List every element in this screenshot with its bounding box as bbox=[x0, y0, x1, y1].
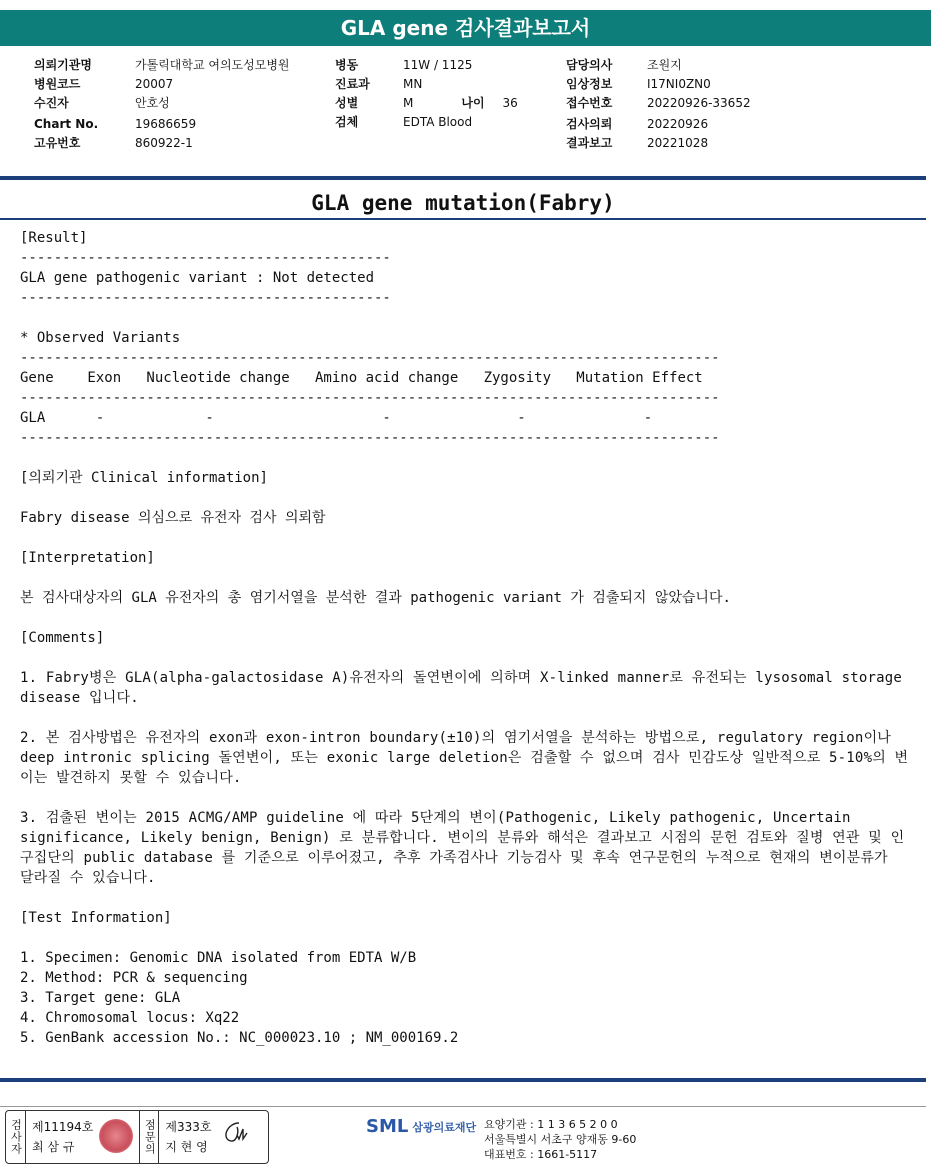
info-label: 결과보고 bbox=[566, 136, 613, 150]
address-line: 서울특별시 서초구 양재동 9-60 bbox=[484, 1133, 637, 1146]
official-seal-icon bbox=[99, 1119, 133, 1153]
info-label: 담당의사 bbox=[566, 58, 613, 72]
section-divider-bottom bbox=[0, 218, 926, 220]
test-info-item: 4. Chromosomal locus: Xq22 bbox=[20, 1010, 240, 1026]
examiner-cell bbox=[26, 1111, 99, 1163]
info-row-institution bbox=[34, 56, 290, 75]
phone-number: 대표번호 : 1661-5117 bbox=[484, 1148, 598, 1161]
info-value: EDTA Blood bbox=[403, 115, 473, 129]
specialist-name: 지 현 영 bbox=[165, 1140, 208, 1154]
report-subtitle: GLA gene mutation(Fabry) bbox=[311, 191, 615, 215]
info-value: 19686659 bbox=[135, 117, 197, 131]
info-row-sex-age bbox=[335, 94, 518, 113]
report-body bbox=[20, 228, 910, 1048]
patient-info-column-1 bbox=[34, 56, 290, 153]
info-label: 의뢰기관명 bbox=[34, 58, 92, 72]
test-info-item: 3. Target gene: GLA bbox=[20, 990, 181, 1006]
dash-line: -------------------------------------------- bbox=[20, 290, 391, 306]
result-heading: [Result] bbox=[20, 230, 88, 246]
info-label: 접수번호 bbox=[566, 96, 613, 110]
section-divider-top bbox=[0, 176, 926, 180]
info-label: 임상정보 bbox=[566, 77, 613, 91]
comment-1: 1. Fabry병은 GLA(alpha-galactosidase A)유전자의 돌연변이에 의하며 X-linked manner로 유전되는 lysosomal storage disease 입니다. bbox=[20, 670, 903, 706]
info-row-department bbox=[335, 75, 518, 94]
report-header-title: GLA gene 검사결과보고서 bbox=[0, 10, 931, 46]
examiner-label: 검사자 bbox=[6, 1111, 26, 1163]
info-value: 20220926 bbox=[647, 117, 709, 131]
interpretation-heading: [Interpretation] bbox=[20, 550, 155, 566]
info-label: Chart No. bbox=[34, 117, 99, 131]
result-line: GLA gene pathogenic variant : Not detected bbox=[20, 270, 375, 286]
interpretation-text: 본 검사대상자의 GLA 유전자의 총 염기서열을 분석한 결과 pathogenic variant 가 검출되지 않았습니다. bbox=[20, 590, 731, 606]
specialist-license: 제333호 bbox=[165, 1120, 212, 1134]
logo-name: 삼광의료재단 bbox=[412, 1120, 477, 1134]
info-value: 가톨릭대학교 여의도성모병원 bbox=[135, 58, 290, 72]
signature-box bbox=[5, 1110, 269, 1164]
info-row-patient bbox=[34, 94, 290, 113]
info-row-chart-no bbox=[34, 115, 290, 134]
company-logo bbox=[366, 1116, 476, 1137]
test-info-item: 1. Specimen: Genomic DNA isolated from EDTA W/B bbox=[20, 950, 417, 966]
variants-table-row: GLA - - - - - bbox=[20, 410, 653, 426]
observed-variants-heading: * Observed Variants bbox=[20, 330, 181, 346]
company-address bbox=[484, 1117, 636, 1162]
info-value: 안호성 bbox=[135, 96, 170, 110]
institution-code: 요양기관 : 1 1 3 6 5 2 0 0 bbox=[484, 1118, 618, 1131]
info-value: 조원지 bbox=[647, 58, 682, 72]
dash-line: -------------------------------------------- bbox=[20, 250, 391, 266]
info-value: MN bbox=[403, 77, 423, 91]
test-info-heading: [Test Information] bbox=[20, 910, 172, 926]
info-label: 검사의뢰 bbox=[566, 117, 613, 131]
info-row-doctor bbox=[566, 56, 751, 75]
logo-mark: SML bbox=[366, 1116, 409, 1137]
test-info-item: 2. Method: PCR & sequencing bbox=[20, 970, 248, 986]
clinical-heading: [의뢰기관 Clinical information] bbox=[20, 470, 268, 486]
info-row-report-date bbox=[566, 134, 751, 153]
info-value: 20220926-33652 bbox=[647, 96, 751, 110]
info-row-unique-no bbox=[34, 134, 290, 153]
test-info-item: 5. GenBank accession No.: NC_000023.10 ; NM_000169.2 bbox=[20, 1030, 459, 1046]
info-label: 진료과 bbox=[335, 77, 370, 91]
info-label: 병원코드 bbox=[34, 77, 81, 91]
patient-info-column-2 bbox=[335, 56, 518, 132]
variants-table-header: Gene Exon Nucleotide change Amino acid change Zygosity Mutation Effect bbox=[20, 370, 703, 386]
info-label: 수진자 bbox=[34, 96, 69, 110]
info-row-receipt-no bbox=[566, 94, 751, 113]
footer-border bbox=[0, 1106, 926, 1107]
info-label: 병동 bbox=[335, 58, 359, 72]
info-label: 성별 bbox=[335, 96, 359, 110]
info-value: 20221028 bbox=[647, 136, 709, 150]
info-label: 고유번호 bbox=[34, 136, 81, 150]
comment-2: 2. 본 검사방법은 유전자의 exon과 exon-intron boundary(±10)의 염기서열을 분석하는 방법으로, regulatory region이나 deep intronic splicing 돌연변이, 또는 exonic large deletion은 검출할 수 없으며 검사 민감도상 일반적으로 5-10%의 변이는 발견하지 못할 수 있습니다. bbox=[20, 730, 909, 786]
comment-3: 3. 검출된 변이는 2015 ACMG/AMP guideline 에 따라 5단계의 변이(Pathogenic, Likely pathogenic, Uncertain significance, Likely benign, Benign) 로 분류합니다. 변이의 분류와 해석은 결과보고 시점의 문헌 검토와 질병 연관 및 인구집단의 public database 를 기준으로 이루어졌고, 추후 가족검사나 기능검사 및 후속 연구문헌의 누적으로 현재의 변이분류가 달라질 수 있습니다. bbox=[20, 810, 905, 886]
info-row-clinical-info bbox=[566, 75, 751, 94]
specialist-cell bbox=[159, 1111, 217, 1163]
info-row-specimen bbox=[335, 113, 518, 132]
dash-line: ----------------------------------------------------------------------------------- bbox=[20, 350, 720, 366]
info-value: 860922-1 bbox=[135, 136, 193, 150]
info-row-request-date bbox=[566, 115, 751, 134]
dash-line: ----------------------------------------------------------------------------------- bbox=[20, 390, 720, 406]
clinical-text: Fabry disease 의심으로 유전자 검사 의뢰함 bbox=[20, 510, 326, 526]
examiner-license: 제11194호 bbox=[32, 1120, 94, 1134]
age-label: 나이 bbox=[461, 96, 485, 110]
specialist-label: 점문의 bbox=[139, 1111, 159, 1163]
info-value: 20007 bbox=[135, 77, 174, 91]
comments-heading: [Comments] bbox=[20, 630, 105, 646]
patient-info-column-3 bbox=[566, 56, 751, 153]
info-row-ward bbox=[335, 56, 518, 75]
signature-icon bbox=[217, 1117, 251, 1147]
info-label: 검체 bbox=[335, 115, 359, 129]
dash-line: ----------------------------------------------------------------------------------- bbox=[20, 430, 720, 446]
info-value: 11W / 1125 bbox=[403, 58, 473, 72]
footer-divider bbox=[0, 1078, 926, 1082]
age-value: 36 bbox=[502, 96, 518, 110]
info-value: M bbox=[403, 96, 414, 110]
examiner-name: 최 삼 규 bbox=[32, 1140, 75, 1154]
info-value: I17NI0ZN0 bbox=[647, 77, 711, 91]
info-row-hospital-code bbox=[34, 75, 290, 94]
